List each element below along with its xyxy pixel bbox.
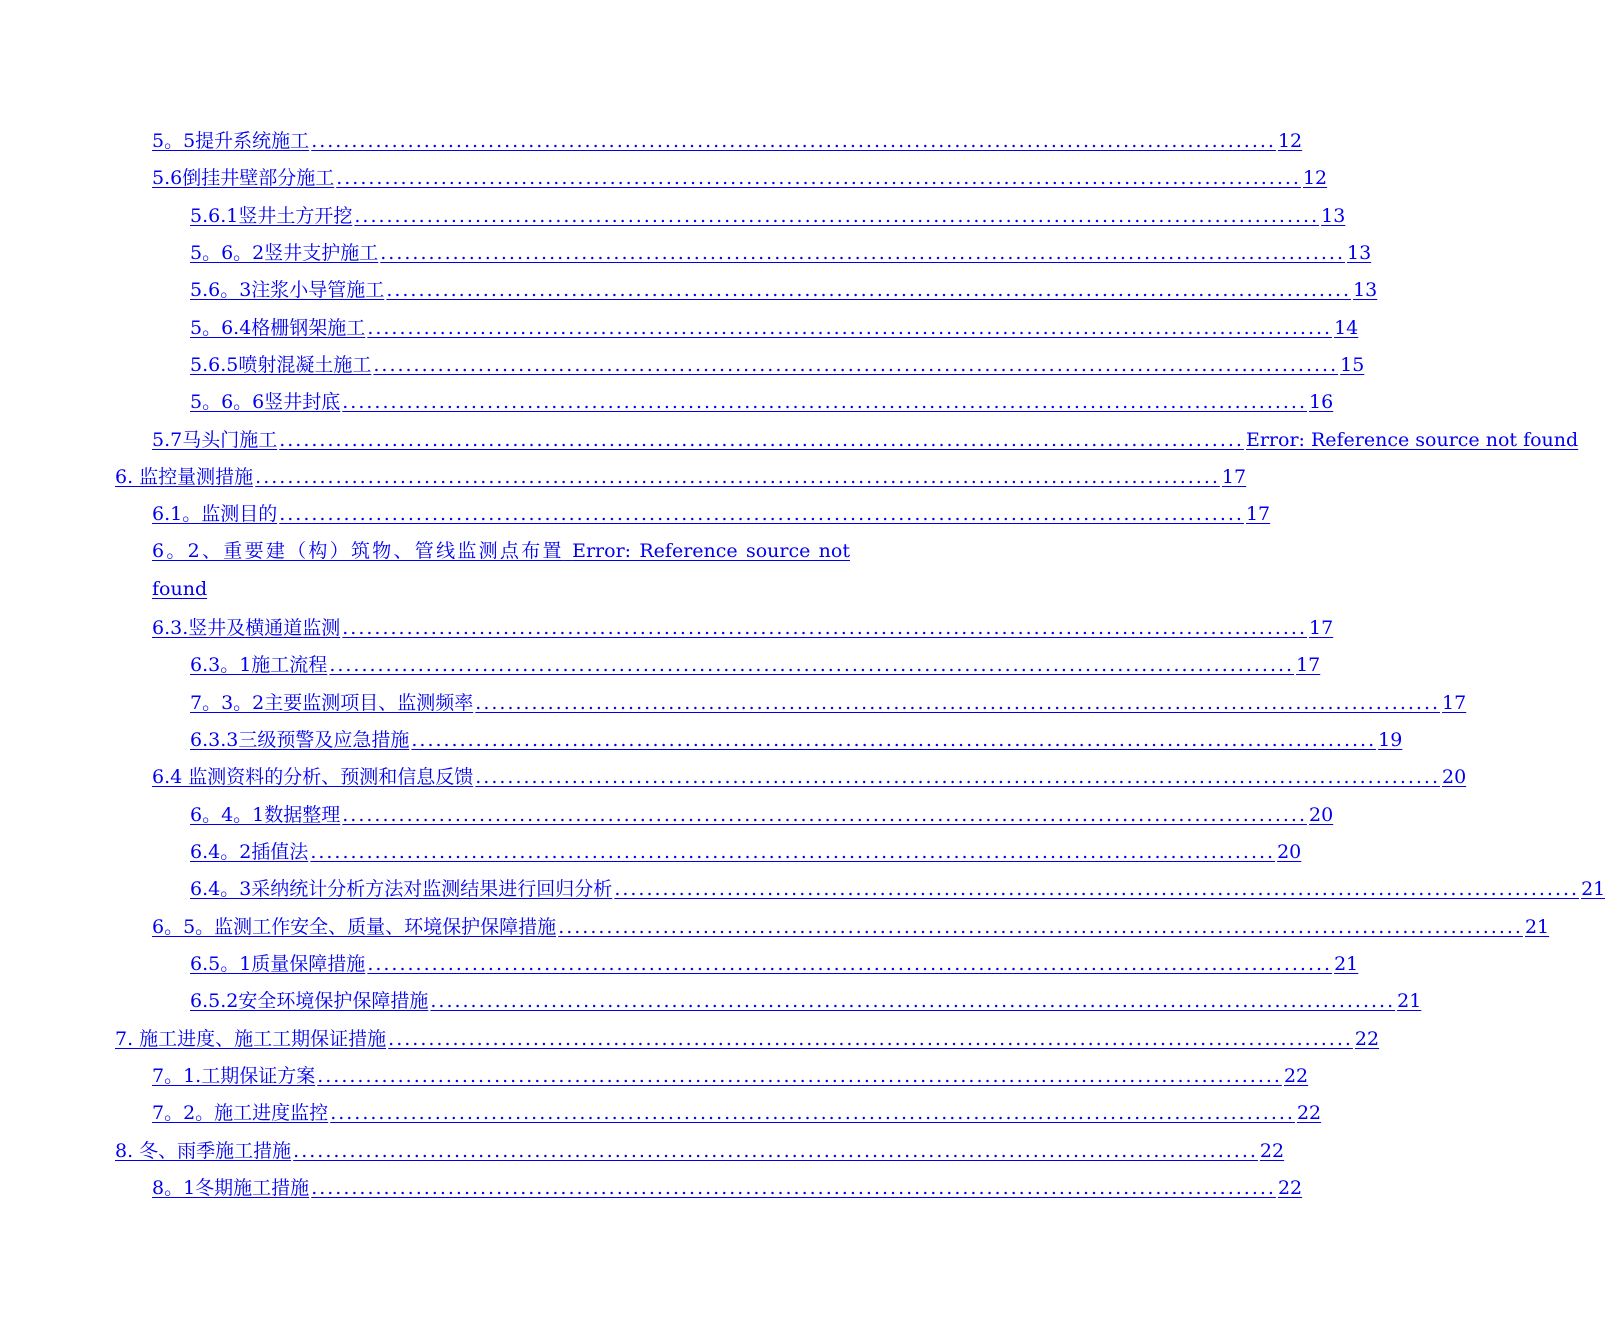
toc-entry-title: 6.1。监测目的 xyxy=(152,503,278,525)
toc-entry-7-2[interactable] xyxy=(152,1094,1322,1124)
toc-entry-page: 16 xyxy=(1309,391,1334,413)
toc-leader-dots: ........................................................................................................................ xyxy=(330,1102,1295,1124)
toc-leader-dots: ........................................................................................................................ xyxy=(255,466,1220,488)
toc-entry-6-5-2[interactable] xyxy=(190,982,1422,1012)
toc-entry-6-1[interactable] xyxy=(152,495,1271,525)
toc-entry-6-5-1[interactable] xyxy=(190,945,1359,975)
toc-entry-title: 5.7马头门施工 xyxy=(152,429,278,451)
toc-entry-page: 22 xyxy=(1354,1028,1380,1050)
toc-leader-dots: ........................................................................................................................ xyxy=(614,878,1580,900)
toc-entry-page: 14 xyxy=(1334,317,1359,339)
toc-leader-dots: ........................................................................................................................ xyxy=(310,841,1276,863)
toc-entry-8-1[interactable] xyxy=(152,1169,1303,1199)
toc-entry-page: 15 xyxy=(1340,354,1365,376)
toc-entry-5-6-5[interactable] xyxy=(190,346,1365,376)
toc-entry-page: 17 xyxy=(1296,654,1321,676)
toc-leader-dots: ........................................................................................................................ xyxy=(388,1028,1353,1050)
toc-entry-6-5[interactable] xyxy=(152,908,1550,938)
toc-leader-dots: ........................................................................................................................ xyxy=(475,692,1441,714)
toc-entry-title: 6. 监控量测措施 xyxy=(115,466,254,488)
toc-entry-page: 21 xyxy=(1397,990,1422,1012)
toc-entry-page: 19 xyxy=(1378,729,1403,751)
toc-entry-6-4[interactable] xyxy=(152,758,1467,788)
toc-entry-6-2[interactable] xyxy=(152,532,850,608)
toc-entry-title: 6。4。1数据整理 xyxy=(190,804,341,826)
toc-leader-dots: ........................................................................................................................ xyxy=(293,1140,1258,1162)
toc-entry-page: 21 xyxy=(1581,878,1605,900)
toc-entry-title: 5。5提升系统施工 xyxy=(152,130,310,152)
toc-entry-title: 5。6.4格栅钢架施工 xyxy=(190,317,366,339)
toc-leader-dots: ........................................................................................................................ xyxy=(354,205,1320,227)
toc-leader-dots: ........................................................................................................................ xyxy=(430,990,1396,1012)
toc-leader-dots: ........................................................................................................................ xyxy=(279,429,1244,451)
toc-entry-5-6-2[interactable] xyxy=(190,234,1372,264)
toc-entry-title: 6.5.2安全环境保护保障措施 xyxy=(190,990,429,1012)
toc-entry-title: 5。6。6竖井封底 xyxy=(190,391,341,413)
toc-entry-page: 22 xyxy=(1283,1065,1309,1087)
toc-leader-dots: ........................................................................................................................ xyxy=(342,617,1308,639)
toc-entry-title: 8。1冬期施工措施 xyxy=(152,1177,310,1199)
toc-entry-page: Error: Reference source not found xyxy=(152,540,850,600)
toc-entry-title: 6。2、重要建（构）筑物、管线监测点布置 xyxy=(152,540,564,562)
toc-entry-title: 5.6.1竖井土方开挖 xyxy=(190,205,353,227)
toc-entry-5-6[interactable] xyxy=(152,159,1328,189)
toc-entry-7[interactable] xyxy=(115,1020,1380,1050)
toc-leader-dots: ........................................................................................................................ xyxy=(336,167,1301,189)
toc-entry-5-5[interactable] xyxy=(152,122,1303,152)
toc-entry-5-7[interactable] xyxy=(152,421,1579,451)
toc-entry-5-6-1[interactable] xyxy=(190,197,1346,227)
toc-entry-page: 20 xyxy=(1442,766,1467,788)
toc-entry-6-3[interactable] xyxy=(152,609,1334,639)
toc-leader-dots: ........................................................................................................................ xyxy=(380,242,1346,264)
toc-leader-dots: ........................................................................................................................ xyxy=(342,391,1308,413)
toc-entry-page: 13 xyxy=(1321,205,1346,227)
toc-entry-page: 17 xyxy=(1221,466,1247,488)
toc-entry-page: 20 xyxy=(1309,804,1334,826)
toc-entry-title: 5.6倒挂井壁部分施工 xyxy=(152,167,335,189)
toc-leader-dots: ........................................................................................................................ xyxy=(311,130,1276,152)
toc-entry-page: 12 xyxy=(1302,167,1328,189)
toc-entry-page: 21 xyxy=(1524,916,1550,938)
toc-entry-title: 6。5。监测工作安全、质量、环境保护保障措施 xyxy=(152,916,557,938)
toc-entry-title: 5.6。3注浆小导管施工 xyxy=(190,279,385,301)
toc-entry-5-6-3[interactable] xyxy=(190,271,1378,301)
toc-leader-dots: ........................................................................................................................ xyxy=(342,804,1308,826)
toc-entry-6-3-1[interactable] xyxy=(190,646,1321,676)
toc-entry-title: 5。6。2竖井支护施工 xyxy=(190,242,379,264)
toc-entry-6-3-3[interactable] xyxy=(190,721,1403,751)
toc-entry-page: 13 xyxy=(1353,279,1378,301)
toc-entry-page: 17 xyxy=(1245,503,1271,525)
toc-leader-dots: ........................................................................................................................ xyxy=(279,503,1244,525)
toc-entry-page: 13 xyxy=(1347,242,1372,264)
toc-entry-page: 22 xyxy=(1277,1177,1303,1199)
toc-entry-5-6-4[interactable] xyxy=(190,309,1359,339)
toc-leader-dots: ........................................................................................................................ xyxy=(373,354,1339,376)
toc-entry-6-4-1[interactable] xyxy=(190,796,1334,826)
toc-entry-title: 7。3。2主要监测项目、监测频率 xyxy=(190,692,474,714)
toc-entry-7-3-2[interactable] xyxy=(190,684,1467,714)
toc-entry-6-4-2[interactable] xyxy=(190,833,1302,863)
toc-leader-dots: ........................................................................................................................ xyxy=(558,916,1523,938)
toc-leader-dots: ........................................................................................................................ xyxy=(329,654,1295,676)
toc-entry-title: 6.5。1质量保障措施 xyxy=(190,953,366,975)
toc-leader-space xyxy=(564,540,572,562)
toc-leader-dots: ........................................................................................................................ xyxy=(386,279,1352,301)
toc-leader-dots: ........................................................................................................................ xyxy=(317,1065,1282,1087)
toc-entry-page: 17 xyxy=(1442,692,1467,714)
toc-entry-title: 5.6.5喷射混凝土施工 xyxy=(190,354,372,376)
toc-entry-title: 6.3.3三级预警及应急措施 xyxy=(190,729,410,751)
toc-leader-dots: ........................................................................................................................ xyxy=(367,953,1333,975)
toc-entry-6-4-3[interactable] xyxy=(190,870,1605,900)
toc-entry-5-6-6[interactable] xyxy=(190,383,1334,413)
toc-entry-page: Error: Reference source not found xyxy=(1245,429,1579,451)
toc-entry-title: 7。2。施工进度监控 xyxy=(152,1102,329,1124)
toc-leader-dots: ........................................................................................................................ xyxy=(475,766,1441,788)
toc-entry-page: 12 xyxy=(1277,130,1303,152)
toc-entry-7-1[interactable] xyxy=(152,1057,1309,1087)
toc-entry-title: 8. 冬、雨季施工措施 xyxy=(115,1140,292,1162)
toc-entry-page: 21 xyxy=(1334,953,1359,975)
toc-entry-title: 6.3。1施工流程 xyxy=(190,654,328,676)
toc-entry-title: 6.4。3采纳统计分析方法对监测结果进行回归分析 xyxy=(190,878,613,900)
toc-entry-title: 6.3.竖井及横通道监测 xyxy=(152,617,341,639)
toc-entry-page: 17 xyxy=(1309,617,1334,639)
toc-entry-page: 20 xyxy=(1277,841,1302,863)
toc-entry-8[interactable] xyxy=(115,1132,1285,1162)
toc-entry-page: 22 xyxy=(1296,1102,1322,1124)
toc-leader-dots: ........................................................................................................................ xyxy=(367,317,1333,339)
toc-entry-title: 7。1.工期保证方案 xyxy=(152,1065,316,1087)
toc-entry-title: 7. 施工进度、施工工期保证措施 xyxy=(115,1028,387,1050)
toc-entry-title: 6.4 监测资料的分析、预测和信息反馈 xyxy=(152,766,474,788)
toc-entry-title: 6.4。2插值法 xyxy=(190,841,309,863)
toc-entry-6[interactable] xyxy=(115,458,1247,488)
toc-leader-dots: ........................................................................................................................ xyxy=(311,1177,1276,1199)
toc-entry-page: 22 xyxy=(1259,1140,1285,1162)
toc-leader-dots: ........................................................................................................................ xyxy=(411,729,1377,751)
